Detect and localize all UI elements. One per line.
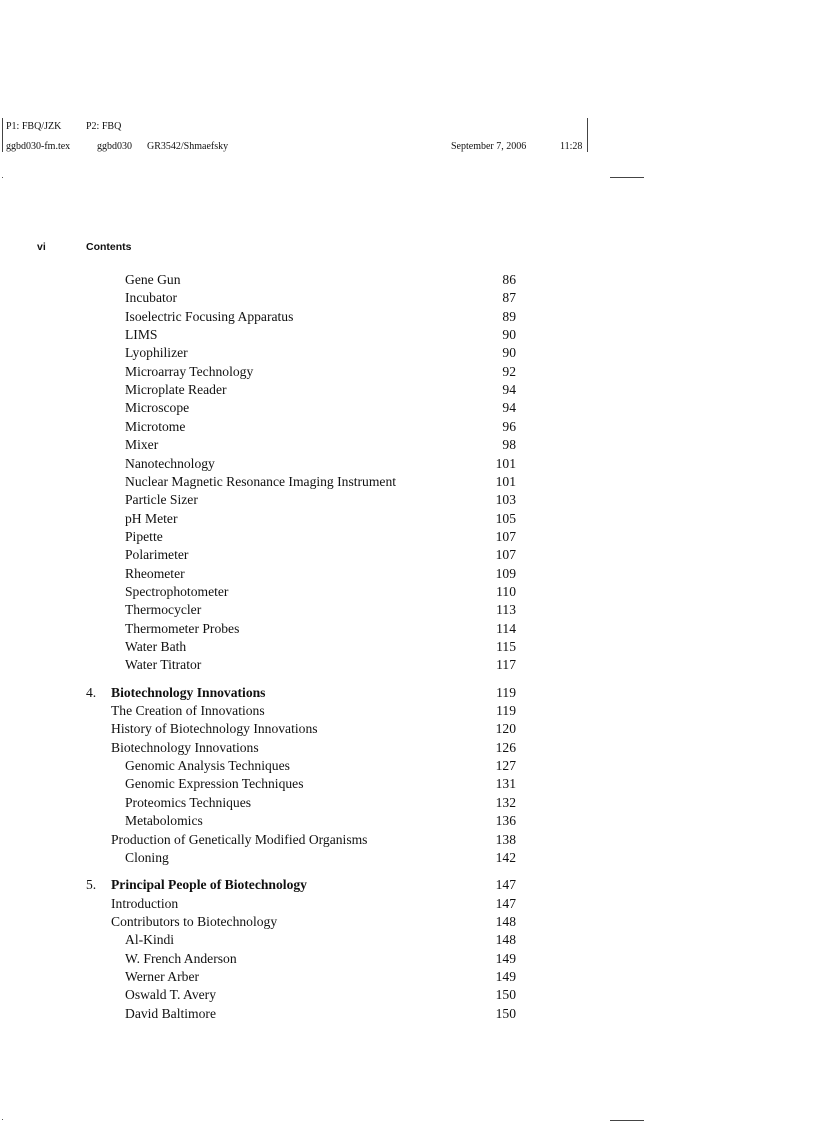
toc-page-number: 89 bbox=[502, 308, 516, 324]
toc-page-number: 87 bbox=[502, 290, 516, 306]
toc-page-number: 115 bbox=[496, 639, 516, 654]
toc-chapter-number: 5. bbox=[86, 877, 97, 893]
toc-page-number: 147 bbox=[495, 877, 516, 893]
toc-page-number: 136 bbox=[495, 813, 516, 829]
toc-page-number: 90 bbox=[502, 327, 516, 343]
toc-chapter-number: 4. bbox=[86, 684, 97, 700]
toc-entry-title[interactable]: Spectrophotometer bbox=[125, 583, 229, 599]
toc-page-number: 132 bbox=[495, 794, 516, 810]
toc-page-number: 119 bbox=[496, 684, 516, 700]
toc-page-number: 94 bbox=[502, 400, 516, 416]
toc-page-number: 119 bbox=[496, 703, 516, 719]
toc-entry-title[interactable]: David Baltimore bbox=[125, 1005, 216, 1021]
toc-page-number: 150 bbox=[495, 987, 516, 1003]
header-file: ggbd030-fm.tex bbox=[6, 141, 71, 152]
toc-entry-title[interactable]: Production of Genetically Modified Organisms bbox=[111, 831, 368, 847]
toc-entry-title[interactable]: Microscope bbox=[125, 400, 190, 416]
toc-entry-title[interactable]: Werner Arber bbox=[125, 968, 200, 984]
toc-entry-title[interactable]: Nuclear Magnetic Resonance Imaging Instrument bbox=[125, 473, 397, 489]
toc-entry-title[interactable]: Rheometer bbox=[125, 565, 185, 581]
toc-page-number: 149 bbox=[495, 968, 516, 984]
running-head-page-number: vi bbox=[37, 241, 46, 253]
toc-page-number: 120 bbox=[495, 721, 516, 737]
toc-page-number: 127 bbox=[495, 758, 516, 774]
toc-entry-title[interactable]: The Creation of Innovations bbox=[111, 703, 265, 719]
header-book: GR3542/Shmaefsky bbox=[147, 141, 229, 152]
header-right-border bbox=[587, 118, 588, 152]
toc-entry-title[interactable]: Incubator bbox=[125, 290, 178, 306]
toc-page-number: 107 bbox=[495, 528, 516, 544]
toc-entry-title[interactable]: Microtome bbox=[125, 418, 186, 434]
toc-page-number: 138 bbox=[495, 831, 516, 847]
toc-page-number: 90 bbox=[502, 345, 516, 361]
toc-page-number: 114 bbox=[496, 620, 516, 636]
toc-entry-title[interactable]: Particle Sizer bbox=[125, 492, 198, 508]
toc-page-number: 147 bbox=[495, 895, 516, 911]
toc-entry-title[interactable]: Lyophilizer bbox=[125, 345, 188, 361]
toc-entry-title[interactable]: Cloning bbox=[125, 849, 169, 865]
toc-page-number: 150 bbox=[495, 1005, 516, 1021]
toc-entry-title[interactable]: Polarimeter bbox=[125, 547, 189, 563]
toc-entry-title[interactable]: Mixer bbox=[125, 437, 159, 453]
header-code: ggbd030 bbox=[97, 141, 132, 152]
toc-entry-title[interactable]: Biotechnology Innovations bbox=[111, 739, 259, 755]
crop-mark-top-left bbox=[2, 177, 3, 178]
toc-entry-title[interactable]: Thermometer Probes bbox=[125, 620, 240, 636]
toc-page-number: 148 bbox=[495, 913, 516, 929]
crop-mark-top-right bbox=[610, 177, 644, 178]
toc-entry-title[interactable]: Thermocycler bbox=[125, 602, 202, 618]
toc-entry-title[interactable]: Isoelectric Focusing Apparatus bbox=[125, 308, 294, 324]
toc-page-number: 131 bbox=[495, 776, 516, 792]
toc-page-number: 101 bbox=[495, 455, 516, 471]
toc-entry-title[interactable]: Contributors to Biotechnology bbox=[111, 913, 278, 929]
toc-entry-title[interactable]: Al-Kindi bbox=[125, 932, 175, 948]
toc-entry-title[interactable]: Oswald T. Avery bbox=[125, 987, 216, 1003]
toc-page-number: 86 bbox=[502, 272, 516, 287]
toc-entry-title[interactable]: Microarray Technology bbox=[125, 363, 254, 379]
toc-page-number: 148 bbox=[495, 932, 516, 948]
header-time: 11:28 bbox=[560, 141, 583, 152]
toc-page-number: 142 bbox=[495, 849, 516, 865]
toc-entry-title[interactable]: Gene Gun bbox=[125, 272, 181, 287]
toc-entry-title[interactable]: W. French Anderson bbox=[125, 950, 237, 966]
crop-mark-bottom-left bbox=[2, 1119, 3, 1120]
toc-entry-title[interactable]: Metabolomics bbox=[125, 813, 203, 829]
toc-page-number: 113 bbox=[496, 602, 516, 618]
header-p1: P1: FBQ/JZK bbox=[6, 121, 62, 132]
toc-chapter-title[interactable]: Biotechnology Innovations bbox=[111, 684, 266, 700]
toc-page-number: 126 bbox=[495, 739, 516, 755]
toc-entry-title[interactable]: Genomic Expression Techniques bbox=[125, 776, 304, 792]
toc-entry-title[interactable]: Water Titrator bbox=[125, 657, 202, 673]
header-left-border bbox=[2, 118, 3, 152]
toc-page-number: 149 bbox=[495, 950, 516, 966]
running-head-title: Contents bbox=[86, 241, 132, 253]
toc-page-number: 107 bbox=[495, 547, 516, 563]
toc-page-number: 101 bbox=[495, 473, 516, 489]
header-p2: P2: FBQ bbox=[86, 121, 122, 132]
toc-entry-title[interactable]: Proteomics Techniques bbox=[125, 794, 252, 810]
toc-page-number: 110 bbox=[496, 583, 516, 599]
toc-entry-title[interactable]: pH Meter bbox=[125, 510, 178, 526]
toc-page-number: 105 bbox=[495, 510, 516, 526]
toc-entry-title[interactable]: Water Bath bbox=[125, 639, 187, 654]
toc-page-number: 98 bbox=[502, 437, 516, 453]
toc-page-number: 103 bbox=[495, 492, 516, 508]
toc-chapter-title[interactable]: Principal People of Biotechnology bbox=[111, 877, 307, 893]
toc-page-number: 94 bbox=[502, 382, 516, 398]
toc-entry-title[interactable]: Genomic Analysis Techniques bbox=[125, 758, 290, 774]
toc-page-number: 96 bbox=[502, 418, 516, 434]
toc-entry-title[interactable]: Pipette bbox=[125, 528, 163, 544]
toc-entry-title[interactable]: Nanotechnology bbox=[125, 455, 215, 471]
toc-entry-title[interactable]: Introduction bbox=[111, 895, 179, 911]
toc-page-number: 92 bbox=[502, 363, 516, 379]
toc-entry-title[interactable]: Microplate Reader bbox=[125, 382, 227, 398]
toc-entry-title[interactable]: LIMS bbox=[125, 327, 158, 343]
toc-page-number: 109 bbox=[495, 565, 516, 581]
header-date: September 7, 2006 bbox=[451, 141, 527, 152]
toc-page-number: 117 bbox=[496, 657, 516, 673]
crop-mark-bottom-right bbox=[610, 1120, 644, 1121]
toc-entry-title[interactable]: History of Biotechnology Innovations bbox=[111, 721, 318, 737]
